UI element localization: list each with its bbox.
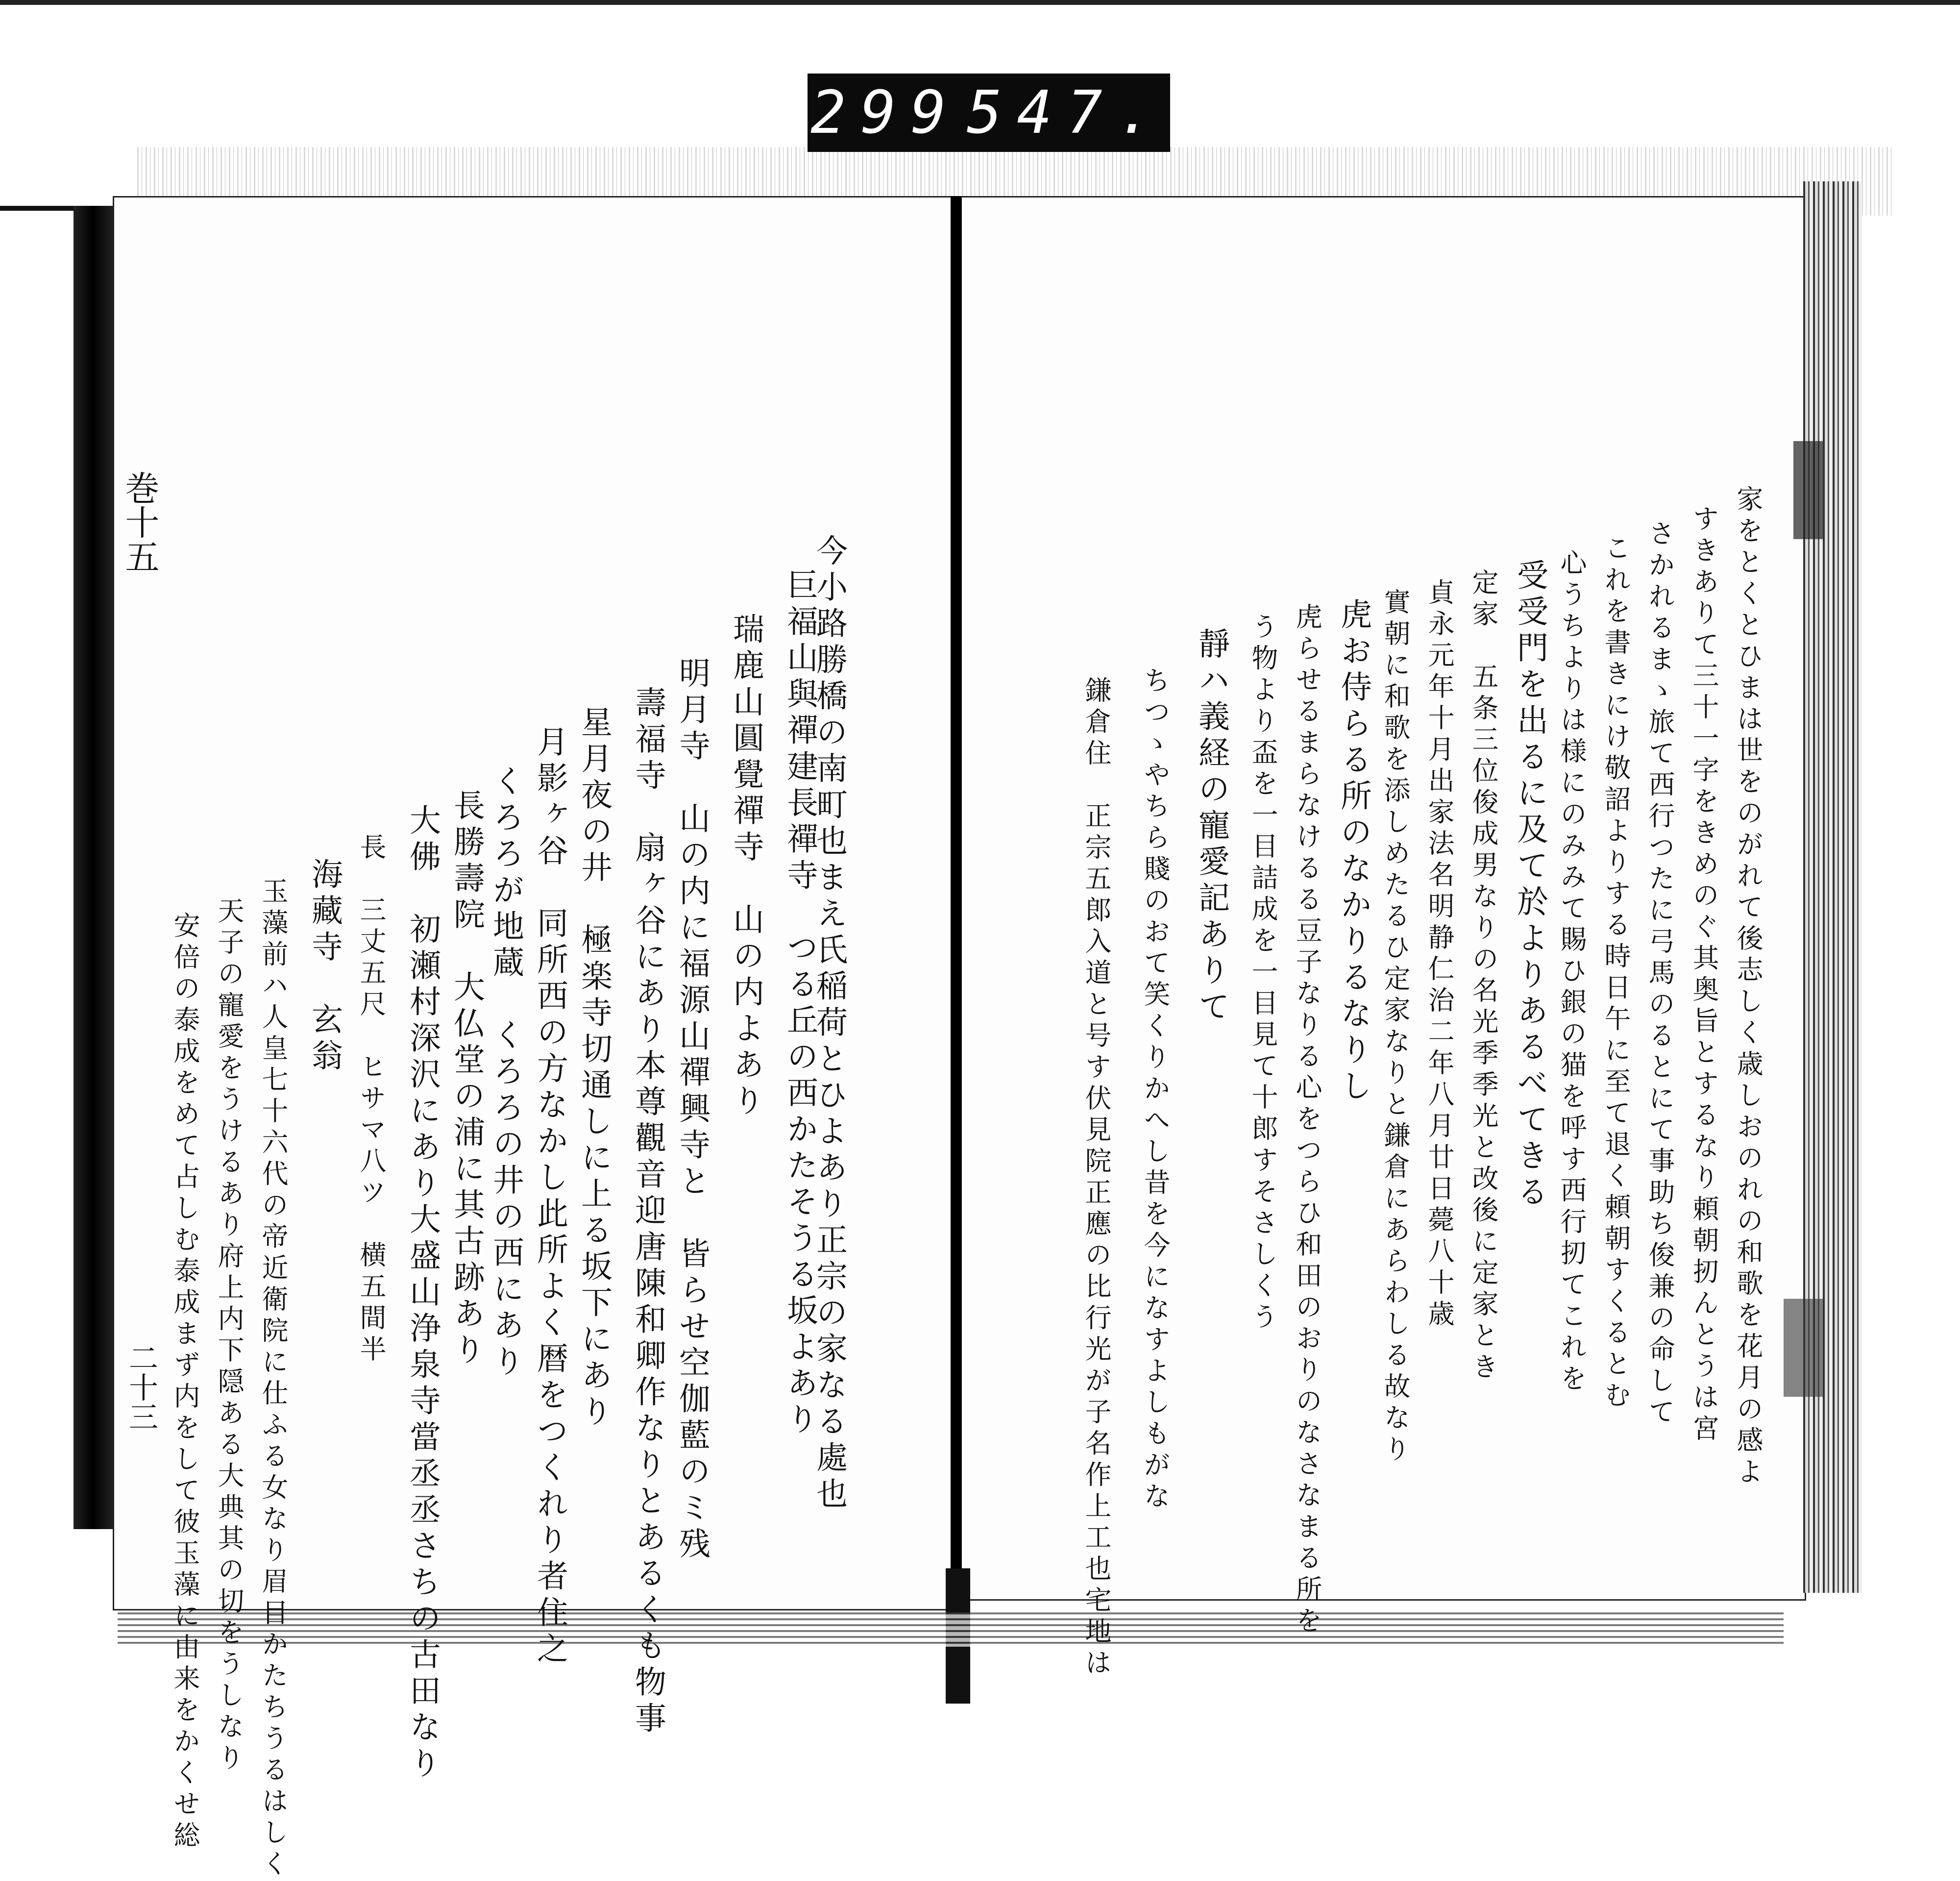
left-column: 天子の寵愛をうけるあり府上内下隠ある大典其の切をうしなり [214,897,245,1775]
left-margin-folio: 二十三 [124,1343,158,1431]
right-column: 靜ハ義経の寵愛記ありて [1193,627,1229,1026]
page-bottom-edges [118,1612,1784,1647]
microfilm-frame-label [808,74,1170,152]
right-column: 鎌倉住 正宗五郎入道と号す伏見院正應の比行光が子名作上工也宅地は [1081,676,1112,1680]
scan-top-edge [0,0,1960,5]
right-column: 貞永元年十月出家法名明静仁治二年八月廿日薨八十歳 [1424,578,1455,1331]
right-column: 家をとくとひまは世をのがれて後志しく歳しおのれの和歌を花月の感よ [1733,485,1764,1489]
left-column: 星月夜の井 極楽寺切通しに上る坂下にあり [576,706,612,1431]
left-column: 長勝壽院 大仏堂の浦に其古跡あり [448,789,485,1369]
scan-smudge [1793,441,1823,539]
book-gutter [951,196,961,1617]
right-column: 心うちよりは様にのみみて賜ひ銀の猫を呼す西行扨てこれを [1556,549,1587,1396]
right-column: 受受門を出るに及て於よりあるべてきる [1512,559,1548,1212]
left-column: 安倍の泰成をめて占しむ泰成まず内をして彼玉藻に由来をかくせ総 [170,912,200,1853]
left-column: 海藏寺 玄翁 [306,858,343,1075]
right-column: すきありて三十一字をきめのぐ其奥旨とするなり頼朝扨んとうは宮 [1689,505,1719,1446]
left-column: 長 三丈五尺 ヒサマ八ツ 横五間半 [356,833,387,1366]
right-column: 定家 五条三位俊成男なりの名光季季光と改後に定家とき [1468,569,1499,1384]
right-column: 虎らせるまらなけるる豆子なりる心をつらひ和田のおりのなさなまる所を [1292,603,1323,1638]
frame-number-right: 547. [966,78,1167,147]
left-column: 月影ヶ谷 同所西の方なかし此所よく暦をつくれり者住之 [532,725,568,1668]
left-column: 玉藻前ハ人皇七十六代の帝近衛院に仕ふる女なり眉目かたちうるはしく [258,877,289,1881]
right-column: さかれるまゝ旅て西行つたに弓馬のるとにて事助ち俊兼の命して [1644,520,1675,1429]
left-column: くろろが地蔵 くろろの井の西にあり [488,765,524,1381]
right-column: う物より盃を一目詰成を一目見て十郎すそさしくう [1248,613,1278,1334]
left-margin-volume-label: 巻十五 [120,470,160,573]
right-column: ちつゝやちら賤のおて笑くりかへし昔を今になすよしもがな [1140,667,1171,1513]
right-column: 虎お侍らる所のなかりるなりし [1335,598,1372,1106]
frame-number-left: 299 [810,78,961,147]
right-column: これを書きにけ敬詔よりする時日午に至て退く頼朝すくるとむ [1600,534,1631,1412]
left-column: 瑞鹿山圓覺禪寺 山の内よあり [728,613,764,1120]
left-column: 壽福寺 扇ヶ谷にあり本尊觀音迎唐陳和卿作なりとあるくも物事 [630,686,666,1738]
left-column: 大佛 初瀬村深沢にあり大盛山浄泉寺當丞丞さちの古田なり [404,804,441,1783]
right-column: 實朝に和歌を添しめたるひ定家なりと鎌倉にあらわしる故なり [1380,588,1411,1466]
left-column: 巨福山與禪建長禪寺 つる丘の西かたそうる坂よあり [782,569,818,1439]
scan-smudge [1784,1299,1823,1397]
left-column: 明月寺 山の内に福源山禪興寺と 皆らせ空伽藍のミ残 [674,657,710,1563]
left-column: 今小路勝橋の南町也まえ氏稲荷とひよあり正宗の家なる處也 [811,534,847,1513]
